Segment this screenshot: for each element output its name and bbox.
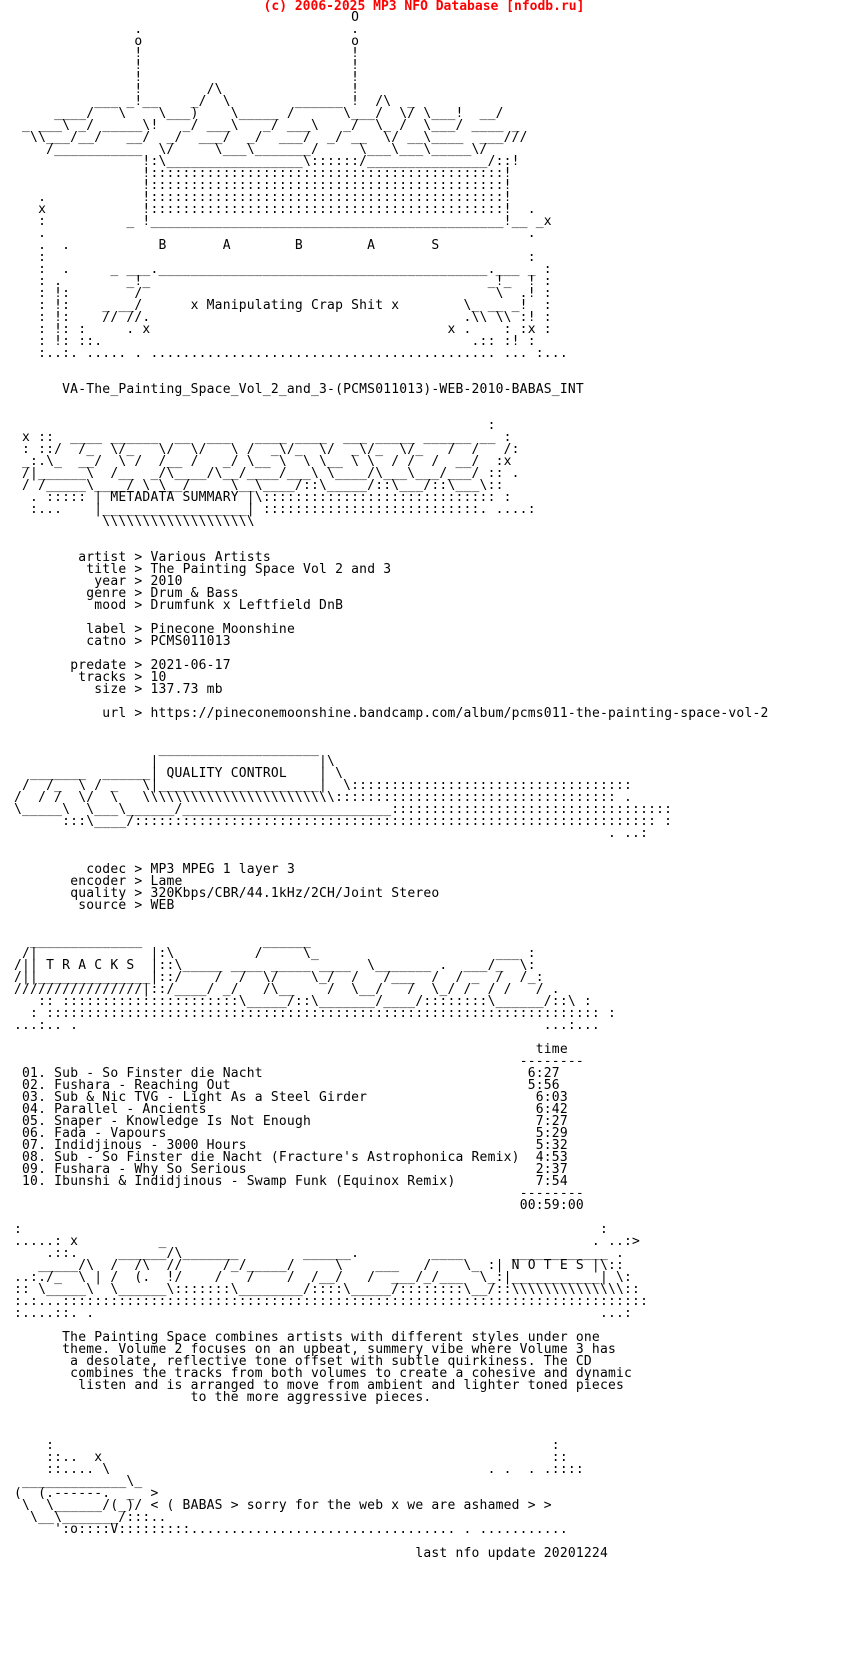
quality-section-header: ____________________ | |\ _______ ______| QUALITY CONTROL | \ / /_ \ / _ \|____________________| \::::::::::::::::::::::::::::::::::: / / / \/ \ \\\\\\\\\\\\\\\\\\\\\\\\::::::::::::::::::::::::::::::::::: . \_____\ \___\______/__________________________::::::::::::::::::::::::::::::::::: :::\____/::::::::::::::::::::::::::::::::::::::::::::::::::::::::::::::::: : . ..:	[14, 742, 673, 841]
track-row: 01. Sub - So Finster die Nacht 6:27	[22, 1066, 560, 1081]
year-label: year	[94, 574, 127, 589]
genre-value: Drum & Bass	[150, 586, 239, 601]
source-label: source	[78, 898, 127, 913]
source-value: WEB	[150, 898, 175, 913]
mood-value: Drumfunk x Leftfield DnB	[150, 598, 344, 613]
tracks-value: 10	[150, 670, 167, 685]
release-name: VA-The_Painting_Space_Vol_2_and_3-(PCMS011013)-WEB-2010-BABAS_INT	[14, 382, 584, 397]
track-row: 04. Parallel - Ancients 6:42	[22, 1102, 568, 1117]
last-update: last nfo update 20201224	[14, 1546, 608, 1561]
track-row: 06. Fada - Vapours 5:29	[22, 1126, 568, 1141]
nfo-document: O . . o o ! ! ! ! ! ! ! /\ ! ___ _!__ _/ \ ______ ! /\ _ ____/ \ \___) \_____ / \___/ \/ \___! __/ _ ___\ _/ _____\! _/ ___\ _/ ___\ _/ \_ / \___/ ____ _ \\___/__/ __/ _/ ___/ _/ ___/ _/ __ \/ __\____ ___/// /___________ \/ \___\_______/ \___\___\_____\/ !:\_________________\::::::/_______________/::! !::::::::::::::::::::::::::::::::::::::::::::! !::::::::::::::::::::::::::::::::::::::::::::! . !::::::::::::::::::::::::::::::::::::::::::::! x !::::::::::::::::::::::::::::::::::::::::::::! . : _ !____________________________________________!__ _x . . . . B A B A S : : : . _ ___._________________________________________.___ _ : : . _!_ _!_ ! : : !: / \ .! : : !: _ __/ x Manipulating Crap Shit x \_ __ _! : : !: // //. .\\ \\ :! : : !: : . x x . : :x : : !: ::. .:: :! : :..:. ..... . ........................................... ... :... VA-The_Painting_Space_Vol_2_and_3-(PCMS011013)-WEB-2010-BABAS_INT : x :: ____ ______ __ ___ ____ ____ ___ _____ ______ __ : : ::/ /_ \/_ \/ \/ \ / _\/_ \/ _\/_ \/_ / / /: _:.\_ __/ \ / /__ / _/ \__ \ \ \__ \ \ / / / __/ :x /|______\ /__ _/\____/\__/____/___\ \____/\___\___/___/ :: . / /_____\____/ \ \__/ \__\____/::\_____/::\___/::\___\:: . ::::: | METADATA SUMMARY |\::::::::::::::::::::::::::::: : :... |__________________| :::::::::::::::::::::::::::. ....: \\\\\\\\\\\\\\\\\\\ artist > Various Artists title > The Painting Space Vol 2 and 3 year > 2010 genre > Drum & Bass mood > Drumfunk x Leftfield DnB label > Pinecone Moonshine catno > PCMS011013 predate > 2021-06-17 tracks > 10 size > 137.73 mb url > https://pineconemoonshine.bandcamp.com/album/pcms011-the-painting-space-vol-2 ____________________ | |\ _______ ______| QUALITY CONTROL | \ / /_ \ / _ \|____________________| \::::::::::::::::::::::::::::::::::: / / / \/ \ \\\\\\\\\\\\\\\\\\\\\\\\::::::::::::::::::::::::::::::::::: . \_____\ \___\______/__________________________::::::::::::::::::::::::::::::::::: :::\____/::::::::::::::::::::::::::::::::::::::::::::::::::::::::::::::::: : . ..: codec > MP3 MPEG 1 layer 3 encoder > Lame quality > 320Kbps/CBR/44.1kHz/2CH/Joint Stereo source > WEB ______________ ______ /| |:\ / \_ ___ : /|| T R A C K S |::\_____ ____ _____ ____ \_______ . ___/_ \: /||______________|::/ / / \/ \_/ / /___ / / _ / /_: ////////////////|::/____/ _/ /\__ / \__/ / \_/ / / / / . :: ::::::::::::::::::::::\_____/::\_______/____/::::::::\______/::\ : : ::::::::::::::::::::::::::::::::::::::::::::::::::::::::::::::::::::: : ...:.. . ...:... time -------- 01. Sub - So Finster die Nacht 6:27 02. Fushara - Reaching Out 5:56 03. Sub & Nic TVG - Light As a Steel Girder 6:03 04. Parallel - Ancients 6:42 05. Snaper - Knowledge Is Not Enough 7:27 06. Fada - Vapours 5:29 07. Indidjinous - 3000 Hours 5:32 08. Sub - So Finster die Nacht (Fracture's Astrophonica Remix) 4:53 09. Fushara - Why So Serious 2:37 10. Ibunshi & Indidjinous - Swamp Funk (Equinox Remix) 7:54 -------- 00:59:00 : : .....: x _ . ..:> .::. ______/\_______ ______. ____ ____________ . _____/\ / /\ // /_/_____/ \ ___ / \_ :| N O T E S |\:: ..:./_ \ | / (. !/ / / / /__/ / ___/_/___ \_:|___________| \: :: \_____\ \______\:::::::\________/::::\_____/::::::::\__/::\\\\\\\\\\\\\\:: :.:...::::::::::::::::::::::::::::::::::::::::::::::::::::::::::::::::::::::::: :....::. . ...: The Painting Space combines artists with different styles under one theme. Volume 2 focuses on an upbeat, summery vibe where Volume 3 has a desolate, reflective tone offset with subtle quirkiness. The CD combines the tracks from both volumes to create a cohesive and dynamic listen and is arranged to move from ambient and lighter toned pieces to the more aggressive pieces. : : ::.. x :: ::.... \ . . . .:::: _____________\_ ( (.------. _ > \ \______/(_)/ < ( BABAS > sorry for the web x we are ashamed > > \__\_______/:::.. ':o::::V:::::::::................................. . ........... last nfo update 20201224	[14, 10, 769, 1561]
notes-text: The Painting Space combines artists with different styles under one theme. Volume 2 focuses on an upbeat, summery vibe where Volume 3 has a desolate, reflective tone offset with subtle quirkiness. The CD combines the tracks from both volumes to create a cohesive and dynamic listen and is arranged to move from ambient and lighter toned pieces to the more aggressive pieces.	[62, 1330, 633, 1405]
total-time: 00:59:00	[519, 1198, 584, 1213]
codec-label: codec	[86, 862, 127, 877]
track-row: 08. Sub - So Finster die Nacht (Fracture's Astrophonica Remix) 4:53	[22, 1150, 568, 1165]
time-rule-bottom: --------	[519, 1186, 584, 1201]
babas-logo-banner: O . . o o ! ! ! ! ! ! ! /\ ! ___ _!__ _/ \ ______ ! /\ _ ____/ \ \___) \_____ / \___/ \/ \___! __/ _ ___\ _/ _____\! _/ ___\ _/ ___\ _/ \_ / \___/ ____ _ \\___/__/ __/ _/ ___/ _/ ___/ _/ __ \/ __\____ ___/// /___________ \/ \___\_______/ \___\___\_____\/ !:\_________________\::::::/_______________/::! !::::::::::::::::::::::::::::::::::::::::::::! !::::::::::::::::::::::::::::::::::::::::::::! . !::::::::::::::::::::::::::::::::::::::::::::! x !::::::::::::::::::::::::::::::::::::::::::::! . : _ !____________________________________________!__ _x . . . . B A B A S : : : . _ ___._________________________________________.___ _ : : . _!_ _!_ ! : : !: / \ .! : : !: _ __/ x Manipulating Crap Shit x \_ __ _! : : !: // //. .\\ \\ :! : : !: : . x x . : :x : : !: ::. .:: :! : :..:. ..... . ........................................... ... :...	[22, 10, 568, 361]
track-row: 03. Sub & Nic TVG - Light As a Steel Girder 6:03	[22, 1090, 568, 1105]
year-value: 2010	[150, 574, 183, 589]
quality-label: quality	[70, 886, 127, 901]
size-value: 137.73 mb	[150, 682, 223, 697]
notes-section-header: : : .....: x _ . ..:> .::. ______/\_______ ______. ____ ____________ . _____/\ / /\ // /_/_____/ \ ___ / \_ :| N O T E S |\:: ..:./_ \ | / (. !/ / / / /__/ / ___/_/___ \_:|___________| \: :: \_____\ \______\:::::::\________/::::\_____/::::::::\__/::\\\\\\\\\\\\\\:: :.:...::::::::::::::::::::::::::::::::::::::::::::::::::::::::::::::::::::::::: :....::. . ...:	[14, 1222, 649, 1321]
time-rule-top: --------	[519, 1054, 584, 1069]
label-label: label	[86, 622, 127, 637]
size-label: size	[94, 682, 127, 697]
tracks-section-header: ______________ ______ /| |:\ / \_ ___ : /|| T R A C K S |::\_____ ____ _____ ____ \_______ . ___/_ \: /||______________|::/ / / \/ \_/ / /___ / / _ / /_: ////////////////|::/____/ _/ /\__ / \__/ / \_/ / / / / . :: ::::::::::::::::::::::\_____/::\_______/____/::::::::\______/::\ : : ::::::::::::::::::::::::::::::::::::::::::::::::::::::::::::::::::::: : ...:.. . ...:...	[14, 934, 616, 1033]
genre-label: genre	[86, 586, 127, 601]
tracks-label: tracks	[78, 670, 127, 685]
track-row: 02. Fushara - Reaching Out 5:56	[22, 1078, 560, 1093]
url-label: url	[102, 706, 127, 721]
track-row: 07. Indidjinous - 3000 Hours 5:32	[22, 1138, 568, 1153]
predate-label: predate	[70, 658, 127, 673]
mood-label: mood	[94, 598, 127, 613]
copyright-header: (c) 2006-2025 MP3 NFO Database [nfodb.ru]	[263, 0, 585, 14]
catno-value: PCMS011013	[150, 634, 231, 649]
url-value: https://pineconemoonshine.bandcamp.com/album/pcms011-the-painting-space-vol-2	[150, 706, 769, 721]
time-column-header: time	[535, 1042, 568, 1057]
artist-value: Various Artists	[150, 550, 271, 565]
catno-label: catno	[86, 634, 127, 649]
label-value: Pinecone Moonshine	[150, 622, 295, 637]
predate-value: 2021-06-17	[150, 658, 231, 673]
title-label: title	[86, 562, 127, 577]
babas-footer-art: : : ::.. x :: ::.... \ . . . .:::: _____________\_ ( (.------. _ > \ \______/(_)/ < ( BABAS > sorry for the web x we are ashamed > > \__\_______/:::.. ':o::::V:::::::::................................. . ...........	[14, 1438, 584, 1537]
title-value: The Painting Space Vol 2 and 3	[150, 562, 392, 577]
encoder-value: Lame	[150, 874, 183, 889]
track-row: 05. Snaper - Knowledge Is Not Enough 7:27	[22, 1114, 568, 1129]
artist-label: artist	[78, 550, 127, 565]
encoder-label: encoder	[70, 874, 127, 889]
quality-value: 320Kbps/CBR/44.1kHz/2CH/Joint Stereo	[150, 886, 440, 901]
metadata-section-header: : x :: ____ ______ __ ___ ____ ____ ___ _____ ______ __ : : ::/ /_ \/_ \/ \/ \ / _\/_ \/ _\/_ \/_ / / /: _:.\_ __/ \ / /__ / _/ \__ \ \ \__ \ \ / / / __/ :x /|______\ /__ _/\____/\__/____/___\ \____/\___\___/___/ :: . / /_____\____/ \ \__/ \__\____/::\_____/::\___/::\___\:: . ::::: | METADATA SUMMARY |\::::::::::::::::::::::::::::: : :... |__________________| :::::::::::::::::::::::::::. ....: \\\\\\\\\\\\\\\\\\\	[22, 418, 536, 529]
codec-value: MP3 MPEG 1 layer 3	[150, 862, 295, 877]
track-row: 09. Fushara - Why So Serious 2:37	[22, 1162, 568, 1177]
track-row: 10. Ibunshi & Indidjinous - Swamp Funk (Equinox Remix) 7:54	[22, 1174, 568, 1189]
